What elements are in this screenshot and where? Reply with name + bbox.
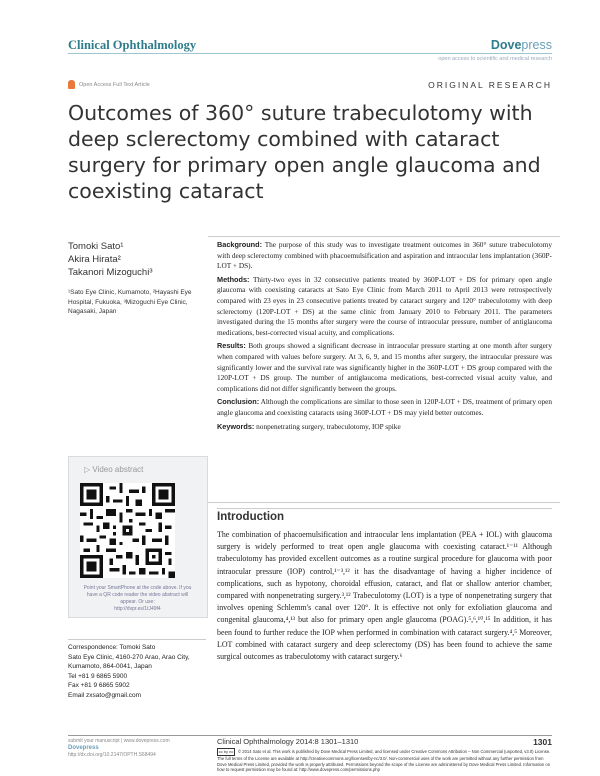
correspondence bbox=[68, 643, 190, 700]
submit-link[interactable]: submit your manuscript | www.dovepress.com bbox=[68, 738, 170, 744]
open-access-text: Open Access Full Text Article bbox=[79, 81, 150, 88]
intro-heading: Introduction bbox=[217, 511, 285, 523]
license bbox=[217, 748, 552, 773]
footer-submit bbox=[68, 738, 170, 759]
correspondence-rule bbox=[68, 639, 206, 640]
footer-dove-logo: Dovepress bbox=[68, 745, 99, 751]
section-label: ORIGINAL RESEARCH bbox=[428, 80, 552, 90]
video-instructions bbox=[80, 585, 195, 613]
keywords-text: nonpenetrating surgery, trabeculotomy, IOP spike bbox=[256, 421, 401, 431]
author-1: Tomoki Sato¹ bbox=[68, 241, 124, 252]
correspondence-line: Fax +81 9 6865 5902 bbox=[68, 682, 130, 689]
author-2: Akira Hirata² bbox=[68, 254, 121, 265]
article-title: Outcomes of 360° suture trabeculotomy with deep sclerectomy combined with cataract surgery for primary open angle glaucoma and coexisting cataract bbox=[68, 101, 541, 203]
methods-text: Thirty-two eyes in 32 consecutive patients treated by 360P-LOT + DS for primary open angle glaucoma with coexisting cataracts at Sato Eye Clinic from March 2011 to April 2013 were retrospectively compared with 23 eyes in 23 consecutive patients treated by cataract surgery and 120° trabeculotomy with deep sclerectomy (120P-LOT + DS) at the same clinic from January 2010 to February 2011. The parameters investigated during the 15 months after surgery were the course of intraocular pressure, number of antiglaucoma medications, best-corrected visual acuity, and complications. bbox=[217, 274, 552, 337]
video-instructions-text: Point your SmartPhone at the code above. If you have a QR code reader the video abstract will appear. Or use: bbox=[83, 585, 192, 605]
abstract bbox=[217, 240, 552, 435]
page-number: 1301 bbox=[533, 737, 552, 747]
correspondence-email[interactable]: Email zxsato@gmail.com bbox=[68, 691, 142, 699]
results-text: Both groups showed a significant decrease in intraocular pressure starting at one month after surgery when compared with values before surgery. At 3, 6, 9, and 15 months after surgery, the intraocular pressure was significantly lower and the survival rate was significantly higher in the 360P-LOT + DS group compared with the 120P-LOT + DS group. The number of antiglaucoma medications, best-corrected visual acuity value, and complications did not differ significantly between the groups. bbox=[217, 341, 552, 393]
methods-label: Methods: bbox=[217, 274, 250, 284]
conclusion-label: Conclusion: bbox=[217, 397, 260, 407]
qr-code[interactable] bbox=[80, 483, 175, 578]
correspondence-line: Correspondence: Tomoki Sato bbox=[68, 644, 156, 651]
publisher-tagline: open access to scientific and medical research bbox=[438, 56, 552, 62]
publisher-logo bbox=[491, 38, 552, 52]
background-label: Background: bbox=[217, 240, 262, 249]
footer-rule bbox=[68, 735, 552, 736]
correspondence-line: Kumamoto, 864-0041, Japan bbox=[68, 663, 152, 670]
background-text: The purpose of this study was to investigate treatment outcomes in 360° suture trabeculotomy with deep sclerectomy combined with phacoemulsification and aspiration and intraocular lens implantation (360P-LOT + DS). bbox=[217, 240, 552, 271]
cc-license-icon: cc by nc bbox=[218, 749, 234, 754]
publisher-dove: Dove bbox=[490, 38, 522, 52]
open-access-icon bbox=[68, 80, 75, 89]
results-label: Results: bbox=[217, 341, 246, 351]
author-3: Takanori Mizoguchi³ bbox=[68, 267, 153, 278]
affiliations: ¹Sato Eye Clinic, Kumamoto, ²Hayashi Eye Hospital, Fukuoka, ³Mizoguchi Eye Clinic, Nagasaki, Japan bbox=[68, 289, 192, 315]
video-abstract-label[interactable] bbox=[84, 465, 143, 474]
intro-rule bbox=[217, 508, 552, 509]
doi-link[interactable]: http://dx.doi.org/10.2147/OPTH.S68494 bbox=[68, 752, 156, 758]
journal-name: Clinical Ophthalmology bbox=[68, 38, 197, 52]
license-text: © 2014 Sato et al. This work is published by Dove Medical Press Limited, and licensed under Creative Commons Attribution – Non Commercial (unported, v3.0) License. The full terms of the License are available at http://creativecommons.org/licenses/by-nc/3.0/. Non-commercial uses of the work are permitted without any further permission from Dove Medical Press Limited, provided the work is properly attributed. Permissions beyond the scope of the License are administered by Dove Medical Press Limited. Information on how to request permission may be found at: http://www.dovepress.com/permissions.php bbox=[217, 749, 551, 772]
intro-text: The combination of phacoemulsification and intraocular lens implantation (PEA + IOL) with glaucoma surgery is widely performed to treat open angle glaucoma with coexisting cataract.¹⁻¹¹ Although trabeculotomy has provided excellent outcomes as a routine surgical procedure for glaucoma with poor intraocular pressure (IOP) control,¹⁻³,¹² it has the disadvantage of having a higher incidence of complications, such as hypotony, choroidal effusion, cataract, and flat or shallow anterior chamber, compared with nonpenetrating surgery.³,¹² Trabeculotomy (LOT) is a type of nonpenetrating surgery that involves opening Schlemm's canal over 120°. It is effective not only for exfoliation glaucoma and congenital glaucoma,⁴,¹³ but also for primary open angle glaucoma (POAG).⁵,⁶,¹⁰,¹⁵ In addition, it has been found to further reduce the IOP when performed in combination with cataract surgery.⁴,⁵ Moreover, LOT combined with cataract surgery and deep sclerectomy (DS) has been found to achieve the same surgical outcomes as trabeculotomy with cataract surgery.⁶ bbox=[217, 530, 552, 662]
open-access-label bbox=[68, 80, 150, 89]
correspondence-line: Tel +81 9 6865 5900 bbox=[68, 672, 128, 680]
play-icon: ▷ bbox=[84, 465, 93, 474]
conclusion-text: Although the complications are similar to those seen in 120P-LOT + DS, treatment of primary open angle glaucoma and coexisting cataracts using 360P-LOT + DS may yield better outcomes. bbox=[217, 397, 553, 417]
publisher-press: press bbox=[521, 38, 552, 52]
video-abstract-text: Video abstract bbox=[92, 465, 144, 474]
correspondence-line: Sato Eye Clinic, 4160-270 Arao, Arao City, bbox=[68, 653, 190, 661]
header-rule bbox=[68, 53, 552, 54]
keywords-label: Keywords: bbox=[217, 421, 255, 431]
video-link[interactable]: http://dvpr.es/1tJ49f4 bbox=[114, 606, 161, 612]
authors bbox=[68, 240, 152, 279]
footer-journal-ref: Clinical Ophthalmology 2014:8 1301–1310 bbox=[217, 737, 359, 746]
